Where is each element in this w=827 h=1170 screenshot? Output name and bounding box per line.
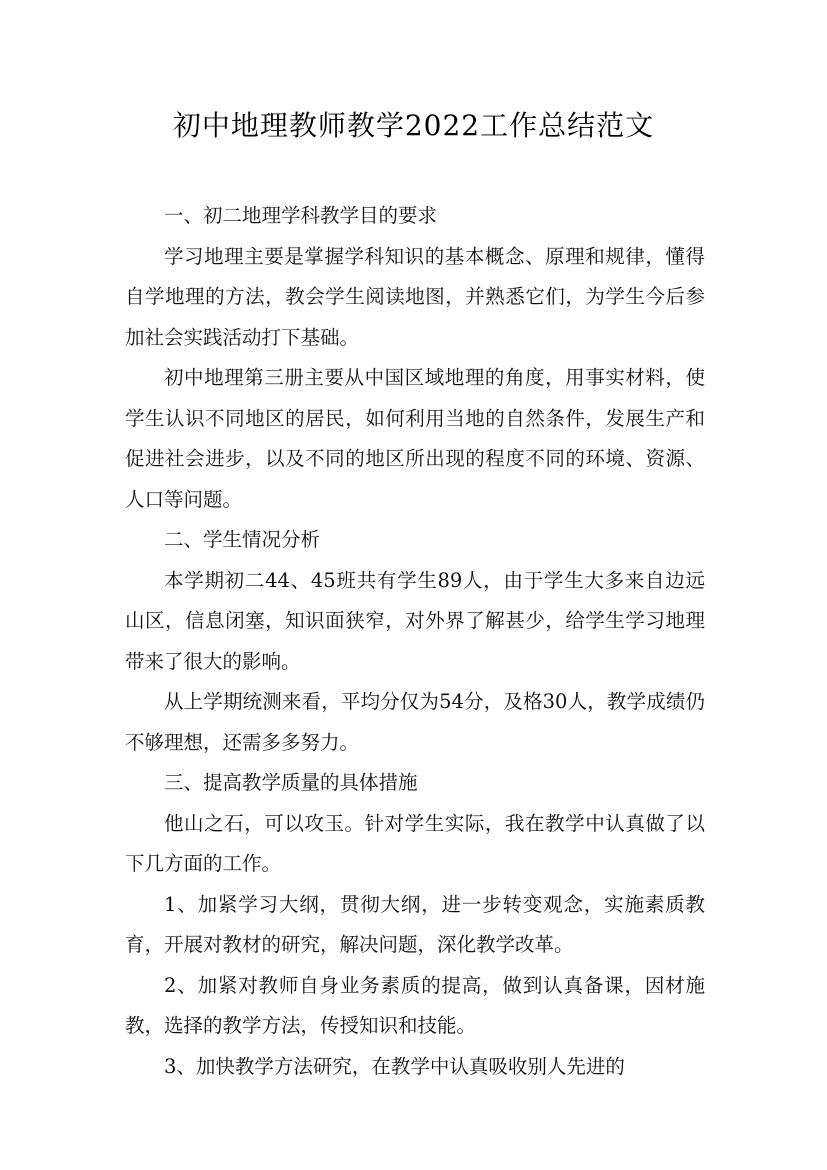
list-item-1: 1、加紧学习大纲，贯彻大纲，进一步转变观念，实施素质教育，开展对教材的研究，解决问题，深化教学改革。 — [125, 892, 705, 956]
list-item-3: 3、加快教学方法研究，在教学中认真吸收别人先进的 — [164, 1054, 625, 1078]
section-heading-3: 三、提高教学质量的具体措施 — [164, 771, 418, 794]
paragraph-2: 初中地理第三册主要从中国区域地理的角度，用事实材料，使学生认识不同地区的居民，如何利用当地的自然条件，发展生产和促进社会进步，以及不同的地区所出现的程度不同的环境、资源、人口等问题。 — [125, 366, 705, 511]
paragraph-1: 学习地理主要是掌握学科知识的基本概念、原理和规律，懂得自学地理的方法，教会学生阅读地图，并熟悉它们，为学生今后参加社会实践活动打下基础。 — [125, 244, 705, 349]
paragraph-4: 从上学期统测来看，平均分仅为54分，及格30人，教学成绩仍不够理想，还需多多努力。 — [125, 690, 705, 754]
section-heading-2: 二、学生情况分析 — [164, 528, 321, 551]
document-title: 初中地理教师教学2022工作总结范文 — [172, 109, 655, 142]
list-item-2: 2、加紧对教师自身业务素质的提高，做到认真备课，因材施教，选择的教学方法，传授知识和技能。 — [125, 973, 705, 1037]
document-body — [125, 196, 705, 1087]
section-heading-1: 一、初二地理学科教学目的要求 — [164, 204, 438, 227]
paragraph-3: 本学期初二44、45班共有学生89人，由于学生大多来自边远山区，信息闭塞，知识面狭窄，对外界了解甚少，给学生学习地理带来了很大的影响。 — [125, 568, 705, 673]
paragraph-5: 他山之石，可以攻玉。针对学生实际，我在教学中认真做了以下几方面的工作。 — [125, 811, 705, 875]
